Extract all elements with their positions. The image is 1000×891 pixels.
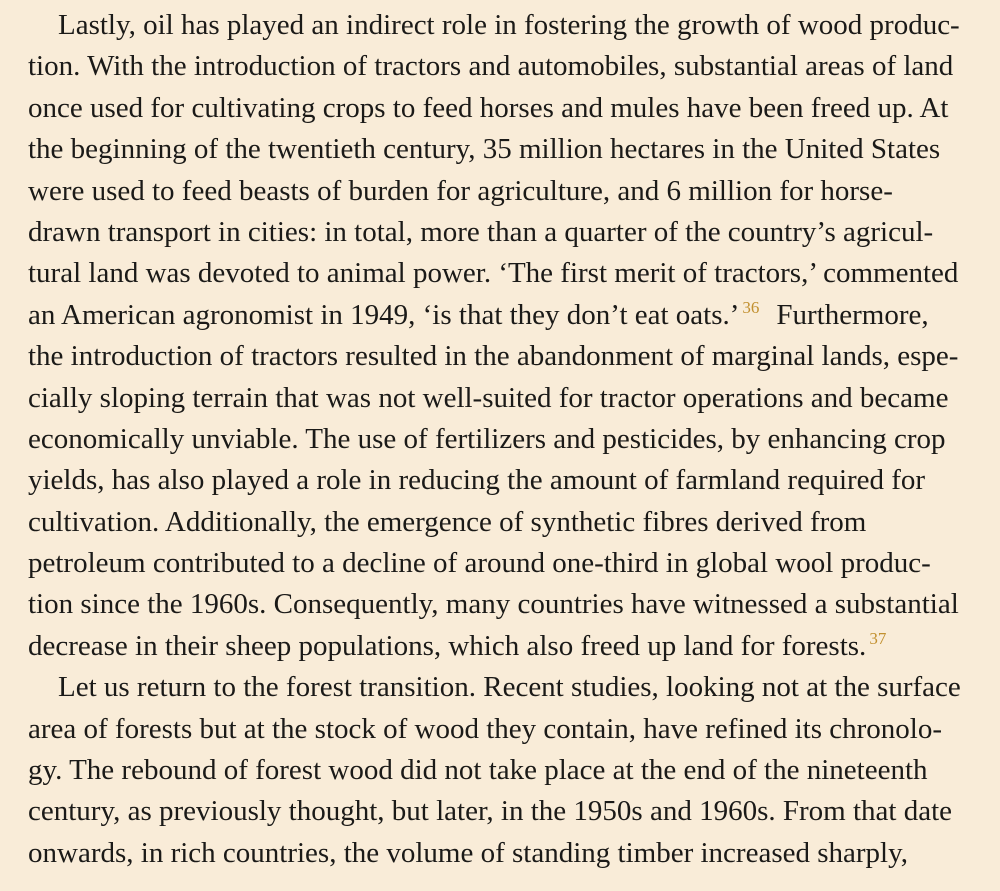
text-line: Let us return to the forest transition. Recent studies, looking not at the surface <box>58 671 961 704</box>
paragraph-2 <box>0 667 1000 874</box>
text-line: cially sloping terrain that was not well-suited for tractor operations and became <box>28 381 949 414</box>
paragraph-1 <box>0 5 1000 667</box>
text-segment: decrease in their sheep populations, which also freed up land for forests. <box>28 629 867 662</box>
text-line: Lastly, oil has played an indirect role in fostering the growth of wood produc- <box>58 9 960 41</box>
text-line: century, as previously thought, but later, in the 1950s and 1960s. From that date <box>28 795 952 828</box>
text-line: petroleum contributed to a decline of around one-third in global wool produc- <box>28 547 931 580</box>
text-segment: an American agronomist in 1949, ‘is that they don’t eat oats.’ <box>28 298 740 331</box>
footnote-ref-36[interactable]: 36 <box>742 297 760 317</box>
text-line: yields, has also played a role in reducing the amount of farmland required for <box>28 464 926 497</box>
text-line: drawn transport in cities: in total, more than a quarter of the country’s agricul- <box>28 215 934 248</box>
text-line <box>0 626 1000 667</box>
text-line: the introduction of tractors resulted in the abandonment of marginal lands, espe- <box>28 340 959 373</box>
text-line: tion since the 1960s. Consequently, many countries have witnessed a substantial <box>28 588 959 621</box>
text-segment: Furthermore, <box>776 298 929 331</box>
text-line: once used for cultivating crops to feed horses and mules have been freed up. At <box>28 91 949 124</box>
footnote-ref-37[interactable]: 37 <box>869 628 887 648</box>
text-line: the beginning of the twentieth century, 35 million hectares in the United States <box>28 133 941 166</box>
text-line: area of forests but at the stock of wood they contain, have refined its chronolo- <box>28 712 943 745</box>
text-line: were used to feed beasts of burden for agriculture, and 6 million for horse- <box>28 174 893 207</box>
text-line: tion. With the introduction of tractors and automobiles, substantial areas of land <box>28 50 954 83</box>
text-line: tural land was devoted to animal power. ‘The first merit of tractors,’ commented <box>28 257 959 290</box>
text-line <box>0 295 1000 336</box>
text-line: onwards, in rich countries, the volume of standing timber increased sharply, <box>28 836 908 869</box>
text-line: gy. The rebound of forest wood did not take place at the end of the nineteenth <box>28 754 928 787</box>
text-line: economically unviable. The use of fertilizers and pesticides, by enhancing crop <box>28 422 946 455</box>
text-line: cultivation. Additionally, the emergence of synthetic fibres derived from <box>28 505 867 538</box>
